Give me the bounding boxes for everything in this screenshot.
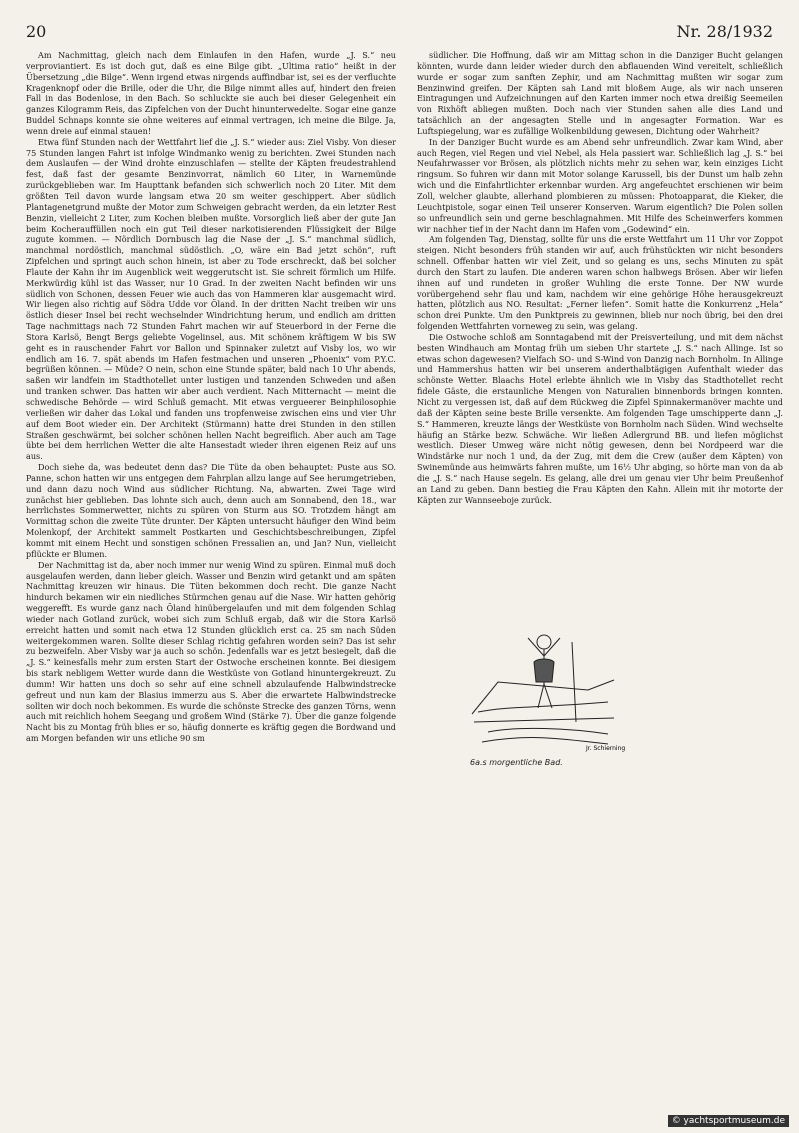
- paragraph: Der Nachmittag ist da, aber noch immer nur wenig Wind zu spüren. Einmal muß doch ausgelaufen werden, dann lieber gleich. Wasser und Benzin wird getankt und am späten Nachmittag kreuzen wir hinaus. Die Tüten bekommen doch recht. Die ganze Nacht hindurch bekamen wir ein niedliches Stürmchen genau auf die Nase. Wir hatten gehörig weggerefft. Es wurde ganz nach Öland hinübergelaufen und mit dem folgenden Schlag wieder nach Gotland zurück, wobei sich zum Schluß ergab, daß wir die Stora Karlsö erreicht hatten und somit nach etwa 12 Stunden glücklich erst ca. 25 sm nach Süden weitergekommen waren. Sollte dieser Schlag richtig gefahren worden sein? Das ist sehr zu bezweifeln. Aber Visby war ja auch so schön. Jedenfalls war es jetzt besiegelt, daß die „J. S.“ keinesfalls mehr zum ersten Start der Ostwoche erscheinen konnte. Bei diesigem bis stark nebligem Wetter wurde dann die Westküste von Gotland hinuntergekreuzt. Zu dumm! Wir hatten uns doch so sehr auf eine schnell abzulaufende Halbwindstrecke gefreut und nun kam der Blasius immerzu aus S. Aber die erwartete Halbwindstrecke sollten wir doch noch bekommen. Es wurde die schönste Strecke des ganzen Törns, wenn auch mit reichlich hohem Seegang und großem Wind (Stärke 7). Über die ganze folgende Nacht bis zu Montag früh blies er so, häufig donnerte es kräftig gegen die Bordwand und am Morgen befanden wir uns etliche 90 sm: [26, 559, 396, 744]
- page-header: [26, 22, 773, 44]
- paragraph: Am folgenden Tag, Dienstag, sollte für uns die erste Wettfahrt um 11 Uhr vor Zoppot steigen. Nicht besonders früh standen wir auf, auch frühstückten wir nicht besonders schnell. Offenbar hatten wir viel Zeit, und so gelang es uns, sechs Minuten zu spät durch den Start zu laufen. Die anderen waren schon halbwegs Brösen. Aber wir liefen ihnen auf und rundeten in großer Wuhling die erste Tonne. Der NW wurde vorübergehend sehr flau und kam, nachdem wir eine gehörige Höhe herausgekreuzt hatten, plötzlich aus NO. Resultat: „Ferner liefen“. Somit hatte die Konkurrenz „Hela“ schon drei Punkte. Um den Punktpreis zu gewinnen, blieb nur noch übrig, bei den drei folgenden Wettfahrten vorneweg zu sein, was gelang.: [417, 234, 783, 332]
- watermark: © yachtsportmuseum.de: [668, 1115, 789, 1127]
- paragraph: Etwa fünf Stunden nach der Wettfahrt lief die „J. S.“ wieder aus: Ziel Visby. Von dieser 75 Stunden langen Fahrt ist infolge Windmanko wenig zu berichten. Zwei Stunden nach dem Auslaufen — der Wind drohte einzuschlafen — stellte der Käpten freudestrahlend fest, daß fast der gesamte Benzinvorrat, nämlich 60 Liter, in Warnemünde zurückgeblieben war. Im Haupttank befanden sich schwerlich noch 20 Liter. Mit dem größten Teil davon wurde langsam etwa 20 sm weiter geschippert. Aber südlich Plantagenetgrund mußte der Motor zum Schweigen gebracht werden, da ein letzter Rest Benzin, vielleicht 2 Liter, zum Kochen bleiben mußte. Vorsorglich ließ aber der gute Jan beim Kocherauffüllen noch ein gut Teil dieser narkotisierenden Flüssigkeit der Bilge zugute kommen. — Nördlich Dornbusch lag die Nase der „J. S.“ manchmal südlich, manchmal nordöstlich, manchmal südöstlich. „O, wäre ein Bad jetzt schön“, ruft Zipfelchen und springt auch schon hinein, ist aber zu Tode erschreckt, daß bei solcher Flaute der Kahn ihr im Augenblick weit weggerutscht ist. Sie schreit förmlich um Hilfe. Merkwürdig kühl ist das Wasser, nur 10 Grad. In der zweiten Nacht befinden wir uns südlich von Schonen, dessen Feuer wie auch das von Hammeren klar ausgemacht wird. Wir liegen also richtig auf Södra Udde vor Öland. In der dritten Nacht treiben wir uns östlich dieser Insel bei recht wechselnder Windrichtung herum, und endlich am dritten Tage nachmittags nach 72 Stunden Fahrt machen wir auf Steuerbord in der Ferne die Stora Karlsö, Bengt Bergs geliebte Vogelinsel, aus. Mit schönem kräftigem W bis SW geht es in rauschender Fahrt vor Ballon und Spinnaker zuletzt auf Visby los, wo wir endlich am 16. 7. spät abends im Hafen festmachen und unseren „Phoenix“ vom P.Y.C. begrüßen können. — Müde? O nein, schon eine Stunde später, bald nach 10 Uhr abends, saßen wir landfein im Stadthotellet unter lustigen und tanzenden Schweden und aßen und tranken schwer. Das hatten wir aber auch verdient. Nach Mitternacht — meint die schwedische Behörde — wird Schluß gemacht. Mit etwas vergueerer Beinphilosophie verließen wir daher das Lokal und fanden uns tropfenweise zwischen eins und vier Uhr auf dem Boot wieder ein. Der Architekt (Stürmann) hatte drei Stunden in den stillen Straßen geschwärmt, bei solcher schönen hellen Nacht begreiflich. Aber auch am Tage übte bei dem herrlichen Wetter die alte Hansestadt wieder ihren eigenen Reiz auf uns aus.: [26, 136, 396, 462]
- paragraph: südlicher. Die Hoffnung, daß wir am Mittag schon in die Danziger Bucht gelangen könnten, wurde dann leider wieder durch den abflauenden Wind vereitelt, schließlich wurde er sogar zum sanften Zephir, und am Nachmittag mußten wir sogar zum Benzinwind greifen. Der Käpten sah Land mit bloßem Auge, als wir nach unseren Eintragungen und Aufzeichnungen auf den Karten immer noch etwa dreißig Seemeilen von Rixhöft abliegen mußten. Doch nach vier Stunden sahen alle dies Land und tatsächlich an der angesagten Stelle und in angesagter Formation. War es Luftspiegelung, war es zufällige Wolkenbildung gewesen, Dichtung oder Wahrheit?: [417, 50, 783, 136]
- illustration-caption: 6a.s morgentliche Bad.: [470, 758, 563, 767]
- issue-number: Nr. 28/1932: [676, 22, 773, 41]
- left-column: [26, 50, 396, 744]
- page-number: 20: [26, 22, 47, 41]
- paragraph: Die Ostwoche schloß am Sonntagabend mit der Preisverteilung, und mit dem nächst besten Windhauch am Montag früh um sieben Uhr startete „J. S.“ nach Allinge. Ist so etwas schon dagewesen? Vielfach SO- und S-Wind von Danzig nach Bornholm. In Allinge und Hammershus hatten wir bei unserem anderthalbtägigen Aufenthalt wieder das schönste Wetter. Blaachs Hotel erlebte ähnlich wie in Visby das Stadthotellet recht fidele Gäste, die erstaunliche Mengen von Naturalien binnenbords bringen konnten. Nicht zu vergessen ist, daß auf dem Rückweg die Zipfel Spinnakermanöver machte und daß der Käpten seine beste Brille versenkte. Am folgenden Tage umschipperte dann „J. S.“ Hammeren, kreuzte längs der Westküste von Bornholm nach Süden. Wind wechselte häufig an Stärke bezw. Schwäche. Wir ließen Adlergrund BB. und liefen möglichst westlich. Dieser Umweg wäre nicht nötig gewesen, denn bei Nordpeerd war die Windstärke nur noch 1 und, da der Zug, mit dem die Crew (außer dem Käpten) von Swinemünde aus heimwärts fahren mußte, um 16½ Uhr abging, so hörte man von da ab die „J. S.“ nach Hause segeln. Es gelang, alle drei um genau vier Uhr beim Preußenhof an Land zu geben. Dann bestieg die Frau Käpten den Kahn. Allein mit ihr motorte der Käpten zur Wannseeboje zurück.: [417, 331, 783, 505]
- artist-signature: Jr. Schierning: [586, 745, 626, 752]
- paragraph: Am Nachmittag, gleich nach dem Einlaufen in den Hafen, wurde „J. S.“ neu verproviantiert. Es ist doch gut, daß es eine Bilge gibt. „Ultima ratio“ heißt in der Übersetzung „die Bilge“. Wenn irgend etwas nirgends auffindbar ist, sei es der verfluchte Kragenknopf oder die Brille, oder die Uhr, die Bilge nimmt alles auf, hindert den freien Fall in das Bodenlose, in den Bach. So schluckte sie auch bei dieser Gelegenheit ein ganzes Kilogramm Reis, das Zipfelchen von der Ducht hinunterwedelte. Sogar eine ganze Buddel Schnaps konnte sie ohne weiteres auf einmal vertragen, ich meine die Bilge. Ja, wenn dreie auf einmal stauen!: [26, 50, 396, 136]
- paragraph: Doch siehe da, was bedeutet denn das? Die Tüte da oben behauptet: Puste aus SO. Panne, schon hatten wir uns entgegen dem Fahrplan allzu lange auf See herumgetrieben, und dann dazu noch Wind aus südlicher Richtung. Na, abwarten. Zwei Tage wird zunächst hier geblieben. Das lohnte sich auch, denn auch am Sonnabend, den 18., war herrlichstes Sommerwetter, nichts zu spüren von Sturm aus SO. Trotzdem hängt am Vormittag schon die zweite Tüte drunter. Der Käpten untersucht häufiger den Wind beim Molenkopf, der Architekt sammelt Postkarten und Geschichtsbeschreibungen, Zipfel kommt mit einem Hecht und sonstigen schönen Fressalien an, und Jan? Nun, vielleicht pflückte er Blumen.: [26, 462, 396, 559]
- paragraph: In der Danziger Bucht wurde es am Abend sehr unfreundlich. Zwar kam Wind, aber auch Regen, viel Regen und viel Nebel, als Hela passiert war. Schließlich lag „J. S.“ bei Neufahrwasser vor Brösen, als plötzlich nichts mehr zu sehen war, kein einziges Licht ringsum. So fuhren wir dann mit Motor solange Karussell, bis der Dunst um halb zehn wich und die Einfahrtlichter erkennbar wurden. Arg angefeuchtet erschienen wir beim Zoll, welcher glaubte, allerhand plombieren zu müssen: Photoapparat, die Kieker, die Leuchtpistole, sogar einen Teil unserer Konserven. Warum eigentlich? Die Polen sollen so unfreundlich sein und gerne beschlagnahmen. Mit Hilfe des Scheinwerfers kommen wir nachher tief in der Nacht dann im Hafen vom „Godewind“ ein.: [417, 136, 783, 234]
- sketch-illustration: [468, 622, 626, 754]
- right-column: [417, 50, 783, 505]
